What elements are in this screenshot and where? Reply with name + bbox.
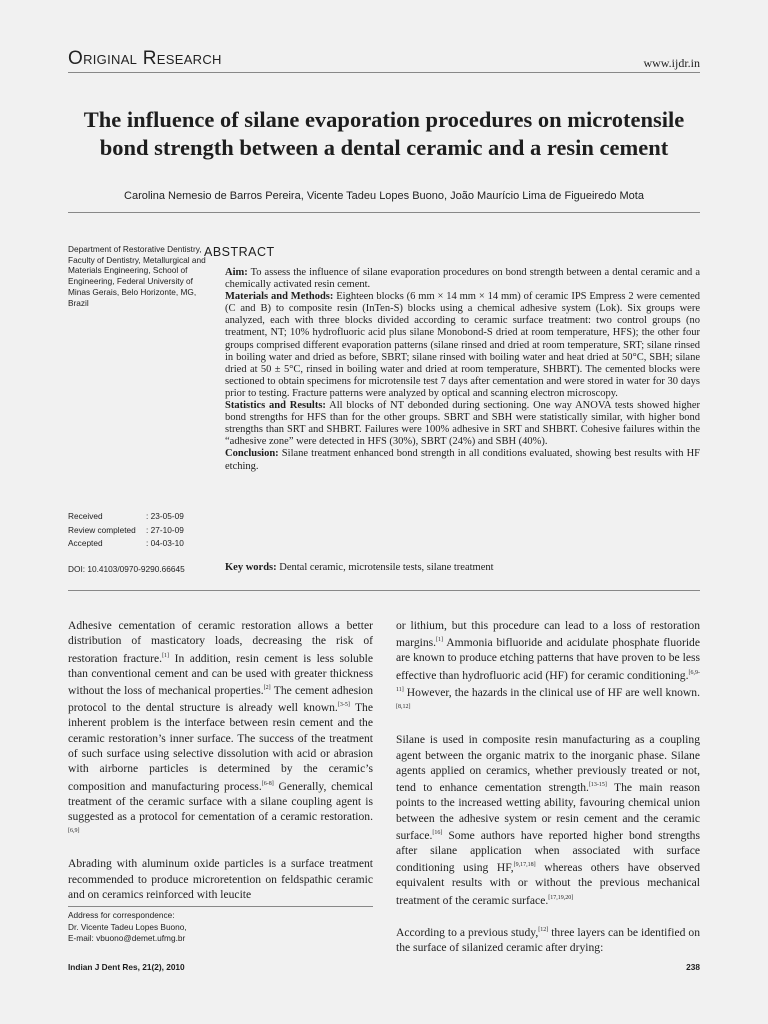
body-paragraph: Adhesive cementation of ceramic restoration allows a better distribution of masticatory loads, decreasing the risk of restoration fracture.[1] In addition, resin cement is less soluble than conventional cement and can be used with greater thickness without the loss of mechanical properties.[2] The cement adhesion protocol to the dental structure is already well known.[3-5] The inherent problem is the interface between resin cement and the ceramic restoration’s inner surface. The success of the treatment of such surface using selective dissolution with acid or abrasion with airborne particles is determined by the ceramic’s composition and manufacturing process.[6-8] Generally, chemical treatment of the ceramic surface with a silane coupling agent is suggested as a protocol for cementation of a ceramic restoration.[6,9] bbox=[68, 619, 373, 835]
author-list: Carolina Nemesio de Barros Pereira, Vicente Tadeu Lopes Buono, João Maurício Lima de Figueiredo Mota bbox=[124, 190, 644, 202]
abstract-heading: ABSTRACT bbox=[204, 245, 275, 259]
citation[interactable]: [6-8] bbox=[261, 780, 274, 787]
body-column-left bbox=[68, 618, 373, 917]
page-number: 238 bbox=[686, 962, 700, 972]
keywords: Key words: Dental ceramic, microtensile tests, silane treatment bbox=[225, 562, 494, 573]
article-title: The influence of silane evaporation procedures on microtensile bond strength between a dental ceramic and a resin cement bbox=[83, 107, 685, 160]
citation[interactable]: [12] bbox=[538, 926, 549, 933]
citation[interactable]: [1] bbox=[162, 652, 170, 659]
correspondence-email[interactable]: E-mail: vbuono@demet.ufmg.br bbox=[68, 933, 186, 943]
citation[interactable]: [3-5] bbox=[337, 702, 350, 709]
body-paragraph: Abrading with aluminum oxide particles is a surface treatment recommended to produce microretention on feldspathic ceramic and on ceramics reinforced with leucite bbox=[68, 857, 373, 902]
abstract-aim: Aim: To assess the influence of silane evaporation procedures on bond strength between a dental ceramic and a chemically activated resin cement. bbox=[225, 267, 700, 291]
citation[interactable]: [17,19,20] bbox=[548, 894, 574, 901]
body-paragraph: Silane is used in composite resin manufacturing as a coupling agent between the organic matrix to the inorganic phase. Silane agents applied on ceramics, whether previously treated or not, tend to enhance cementation strength.[13-15] The main reason points to the increased wetting ability, favouring chemical union between the adhesive system or resin cement and the ceramic surface.[16] Some authors have reported higher bond strengths after silane application when associated with surface conditioning using HF,[9,17,18] whereas others have observed equivalent results with or without the previous mechanical treatment of the ceramic surface.[17,19,20] bbox=[396, 733, 700, 907]
doi[interactable]: DOI: 10.4103/0970-9290.66645 bbox=[68, 564, 185, 574]
abstract-body bbox=[225, 267, 700, 473]
header-rule bbox=[68, 72, 700, 73]
date-row-received: Received : 23-05-09 bbox=[68, 511, 184, 521]
abstract-conclusion: Conclusion: Silane treatment enhanced bond strength in all conditions evaluated, showing best results with HF etching. bbox=[225, 448, 700, 472]
citation[interactable]: [6,9-11] bbox=[396, 669, 700, 693]
citation[interactable]: [8,12] bbox=[396, 704, 411, 711]
correspondence bbox=[68, 910, 187, 945]
section-label: Original Research bbox=[68, 48, 222, 69]
abstract-methods: Materials and Methods: Eighteen blocks (6 mm × 14 mm × 14 mm) of ceramic IPS Empress 2 were cemented (C and B) to composite resin (InTen-S) blocks using a chemical adhesive system (Lok). Six groups were analyzed, each with three blocks divided according to ceramic surface treatment: two control groups (no treatment, NT; 10% hydrofluoric acid plus silane Monobond-S dried at room temperature, HFS); the other four groups comprised different evaporation patterns (silane rinsed and dried at room temperature, SRT; silane rinsed in boiling water and dried as before, SBRT; silane rinsed with boiling water and heat dried at 50°C, SBH; silane dried at 50 ± 5°C, rinsed in boiling water and dried at room temperature, SHBRT). The cemented blocks were sectioned to obtain specimens for microtensile test 7 days after cementation and were stored in water for 30 days prior to testing. Fracture patterns were analyzed by optical and scanning electron microscopy. bbox=[225, 291, 700, 399]
abstract-rule bbox=[68, 590, 700, 591]
footer-journal: Indian J Dent Res, 21(2), 2010 bbox=[68, 962, 185, 972]
article-dates bbox=[68, 510, 184, 551]
date-row-accepted: Accepted : 04-03-10 bbox=[68, 538, 184, 548]
body-column-right bbox=[396, 618, 700, 970]
journal-url[interactable]: www.ijdr.in bbox=[643, 56, 700, 70]
body-paragraph: or lithium, but this procedure can lead to a loss of restoration margins.[1] Ammonia bifluoride and acidulate phosphate fluoride are known to produce etching patterns that have proven to be less effective than hydrofluoric acid (HF) for ceramic conditioning.[6,9-11] However, the hazards in the clinical use of HF are well known.[8,12] bbox=[396, 619, 700, 711]
correspondence-heading: Address for correspondence: bbox=[68, 910, 175, 920]
affiliation: Department of Restorative Dentistry, Faculty of Dentistry, Metallurgical and Materials Engineering, School of Engineering, Federal University of Minas Gerais, Belo Horizonte, MG, Brazil bbox=[68, 244, 206, 308]
citation[interactable]: [6,9] bbox=[68, 828, 80, 835]
abstract-results: Statistics and Results: All blocks of NT debonded during sectioning. One way ANOVA tests showed higher bond strengths for HFS than for the other groups. SBRT and SBH were statistically similar, with higher bond strengths than SRT and SHBRT. Failures were 100% adhesive in SRT and SHBRT. Cohesive failures within the “adhesive zone” were detected in HFS (30%), SBRT (24%) and SBH (40%). bbox=[225, 400, 700, 448]
body-paragraph: According to a previous study,[12] three layers can be identified on the surface of silanized ceramic after drying: bbox=[396, 925, 701, 955]
correspondence-rule bbox=[68, 906, 373, 907]
citation[interactable]: [9,17,18] bbox=[513, 862, 536, 869]
citation[interactable]: [16] bbox=[432, 829, 443, 836]
authors-rule bbox=[68, 212, 700, 213]
citation[interactable]: [1] bbox=[436, 637, 444, 644]
date-row-review: Review completed : 27-10-09 bbox=[68, 524, 184, 535]
correspondence-name: Dr. Vicente Tadeu Lopes Buono, bbox=[68, 921, 187, 932]
citation[interactable]: [2] bbox=[263, 685, 271, 692]
citation[interactable]: [13-15] bbox=[588, 782, 607, 789]
